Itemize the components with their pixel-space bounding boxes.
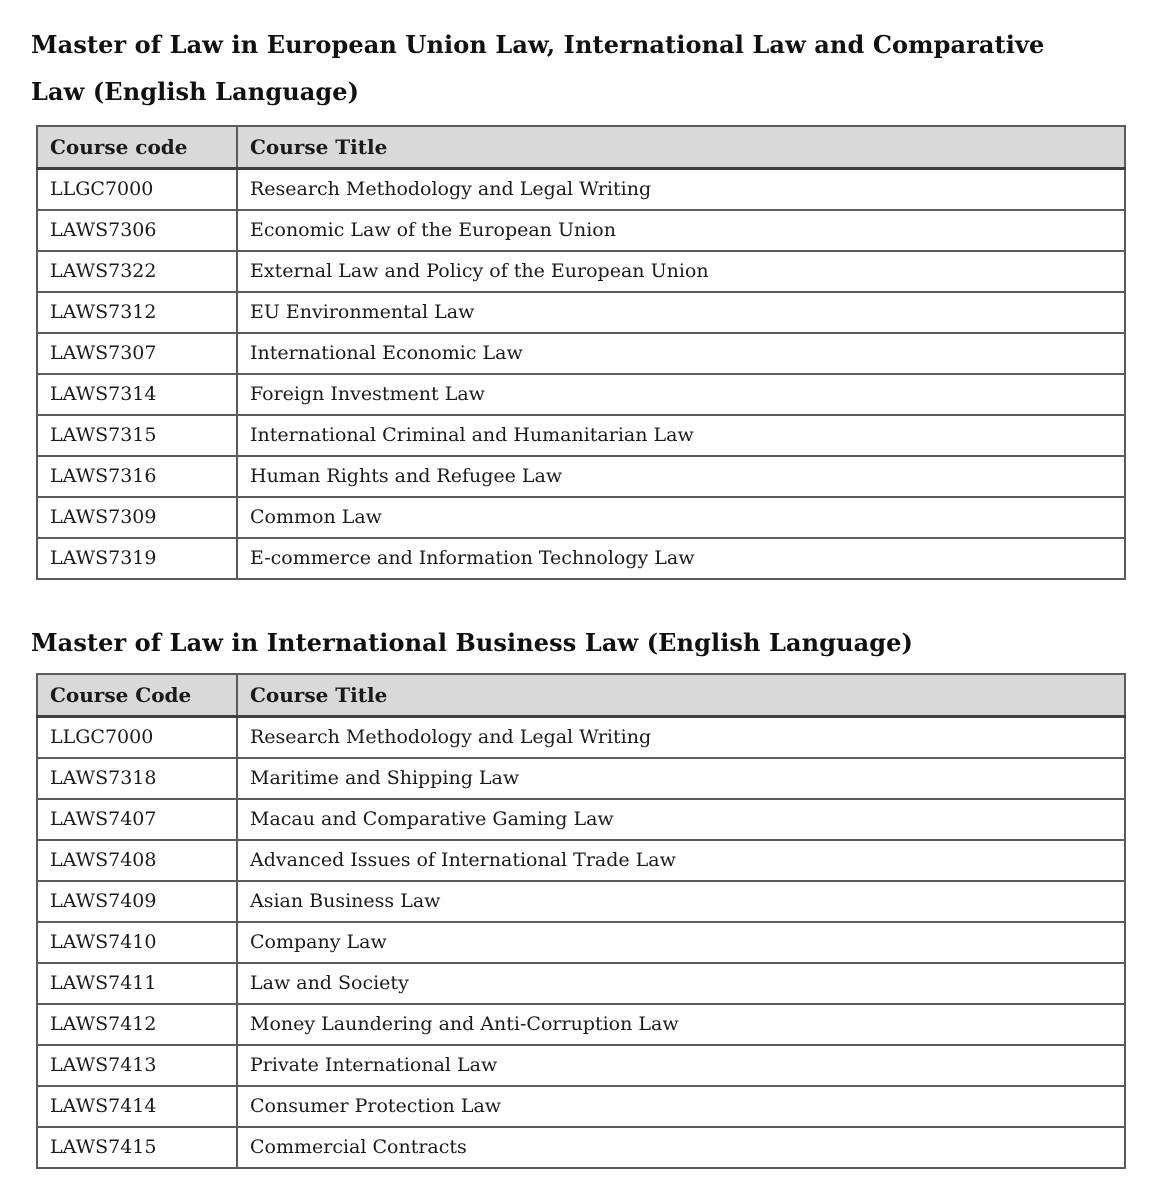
table-row [37,169,1125,211]
course-code-cell: LAWS7318 [37,758,237,799]
course-code-cell: LLGC7000 [37,169,237,211]
course-code-cell: LAWS7309 [37,497,237,538]
table-row [37,538,1125,579]
table-row [37,292,1125,333]
course-title-cell: Asian Business Law [237,881,1125,922]
course-code-cell: LAWS7307 [37,333,237,374]
course-code-cell: LAWS7412 [37,1004,237,1045]
course-title-cell: Maritime and Shipping Law [237,758,1125,799]
course-title-cell: Economic Law of the European Union [237,210,1125,251]
course-title-cell: Money Laundering and Anti-Corruption Law [237,1004,1125,1045]
section-title-eu-law [31,21,1126,115]
table-row [37,840,1125,881]
course-code-cell: LAWS7316 [37,456,237,497]
table-header-row [37,126,1125,169]
course-title-cell: Commercial Contracts [237,1127,1125,1168]
course-title-cell: Macau and Comparative Gaming Law [237,799,1125,840]
course-code-cell: LAWS7413 [37,1045,237,1086]
table-row [37,717,1125,759]
course-code-cell: LAWS7315 [37,415,237,456]
table-row [37,415,1125,456]
course-code-cell: LAWS7322 [37,251,237,292]
course-title-cell: Research Methodology and Legal Writing [237,717,1125,759]
table-row [37,251,1125,292]
course-title-cell: Foreign Investment Law [237,374,1125,415]
table-header [37,126,1125,169]
table-row [37,497,1125,538]
table-body [37,717,1125,1169]
course-title-cell: Private International Law [237,1045,1125,1086]
course-title-cell: Company Law [237,922,1125,963]
course-title-cell: EU Environmental Law [237,292,1125,333]
course-title-cell: Advanced Issues of International Trade Law [237,840,1125,881]
course-code-cell: LAWS7409 [37,881,237,922]
course-code-cell: LAWS7319 [37,538,237,579]
course-code-cell: LAWS7312 [37,292,237,333]
course-title-cell: Consumer Protection Law [237,1086,1125,1127]
table-row [37,1127,1125,1168]
course-title-cell: Human Rights and Refugee Law [237,456,1125,497]
table-row [37,963,1125,1004]
course-code-cell: LAWS7415 [37,1127,237,1168]
section-title-line: Law (English Language) [31,77,360,106]
section-title-business-law: Master of Law in International Business Law (English Language) [31,628,913,657]
column-header-course-title: Course Title [237,126,1125,169]
table-header-row [37,674,1125,717]
course-table-business-law [36,673,1126,1169]
table-row [37,881,1125,922]
table-row [37,799,1125,840]
column-header-course-code: Course Code [37,674,237,717]
course-code-cell: LAWS7410 [37,922,237,963]
course-code-cell: LAWS7306 [37,210,237,251]
table-header [37,674,1125,717]
column-header-course-title: Course Title [237,674,1125,717]
course-title-cell: Law and Society [237,963,1125,1004]
table-row [37,758,1125,799]
table-row [37,456,1125,497]
table-row [37,210,1125,251]
column-header-course-code: Course code [37,126,237,169]
course-title-cell: International Criminal and Humanitarian Law [237,415,1125,456]
course-title-cell: Research Methodology and Legal Writing [237,169,1125,211]
course-code-cell: LAWS7408 [37,840,237,881]
section-title-line: Master of Law in European Union Law, International Law and Comparative [31,30,1045,59]
course-title-cell: External Law and Policy of the European Union [237,251,1125,292]
course-code-cell: LAWS7414 [37,1086,237,1127]
table-row [37,1004,1125,1045]
course-title-cell: International Economic Law [237,333,1125,374]
table-row [37,1086,1125,1127]
course-code-cell: LAWS7314 [37,374,237,415]
table-row [37,333,1125,374]
course-table-eu-law [36,125,1126,580]
table-row [37,922,1125,963]
table-row [37,1045,1125,1086]
course-code-cell: LAWS7407 [37,799,237,840]
table-row [37,374,1125,415]
course-title-cell: Common Law [237,497,1125,538]
course-code-cell: LAWS7411 [37,963,237,1004]
course-title-cell: E-commerce and Information Technology Law [237,538,1125,579]
course-code-cell: LLGC7000 [37,717,237,759]
table-body [37,169,1125,580]
